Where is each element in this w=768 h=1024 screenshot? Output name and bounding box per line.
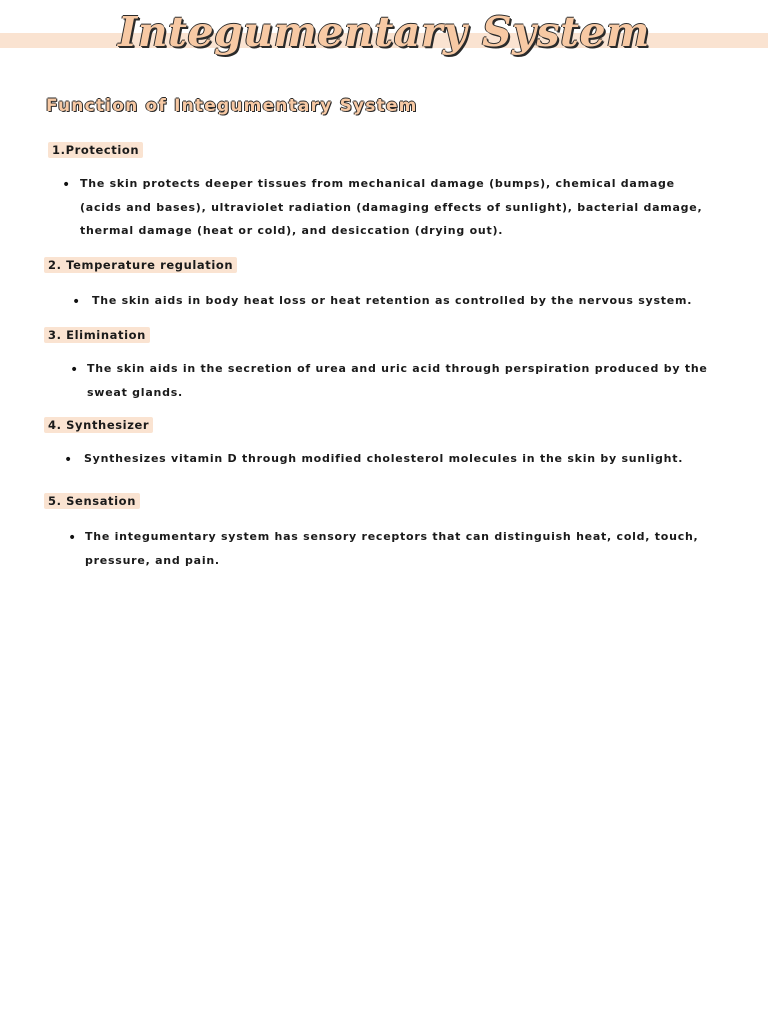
- paragraph-temperature-regulation: The skin aids in body heat loss or heat retention as controlled by the nervous system.: [92, 294, 693, 307]
- bullet-icon: •: [70, 362, 79, 378]
- bullet-icon: •: [62, 177, 71, 193]
- paragraph-synthesizer: Synthesizes vitamin D through modified cholesterol molecules in the skin by sunlight.: [84, 452, 684, 465]
- paragraph-protection: The skin protects deeper tissues from mechanical damage (bumps), chemical damage (acids and bases), ultraviolet radiation (damaging effects of sunlight), bacterial damage, thermal damage (heat or cold), and desiccation (drying out).: [80, 177, 703, 237]
- paragraph-sensation: The integumentary system has sensory receptors that can distinguish heat, cold, touch, pressure, and pain.: [85, 530, 699, 567]
- section-subtitle: Function of Integumentary System: [46, 96, 418, 116]
- page-title: Integumentary System: [118, 8, 650, 56]
- bullet-icon: •: [68, 530, 77, 546]
- heading-elimination: 3. Elimination: [44, 327, 150, 343]
- heading-protection: 1.Protection: [48, 142, 143, 158]
- heading-synthesizer: 4. Synthesizer: [44, 417, 153, 433]
- bullet-icon: •: [64, 452, 73, 468]
- bullet-icon: •: [72, 294, 81, 310]
- heading-temperature-regulation: 2. Temperature regulation: [44, 257, 237, 273]
- heading-sensation: 5. Sensation: [44, 493, 140, 509]
- paragraph-elimination: The skin aids in the secretion of urea and uric acid through perspiration produced by the sweat glands.: [87, 362, 708, 399]
